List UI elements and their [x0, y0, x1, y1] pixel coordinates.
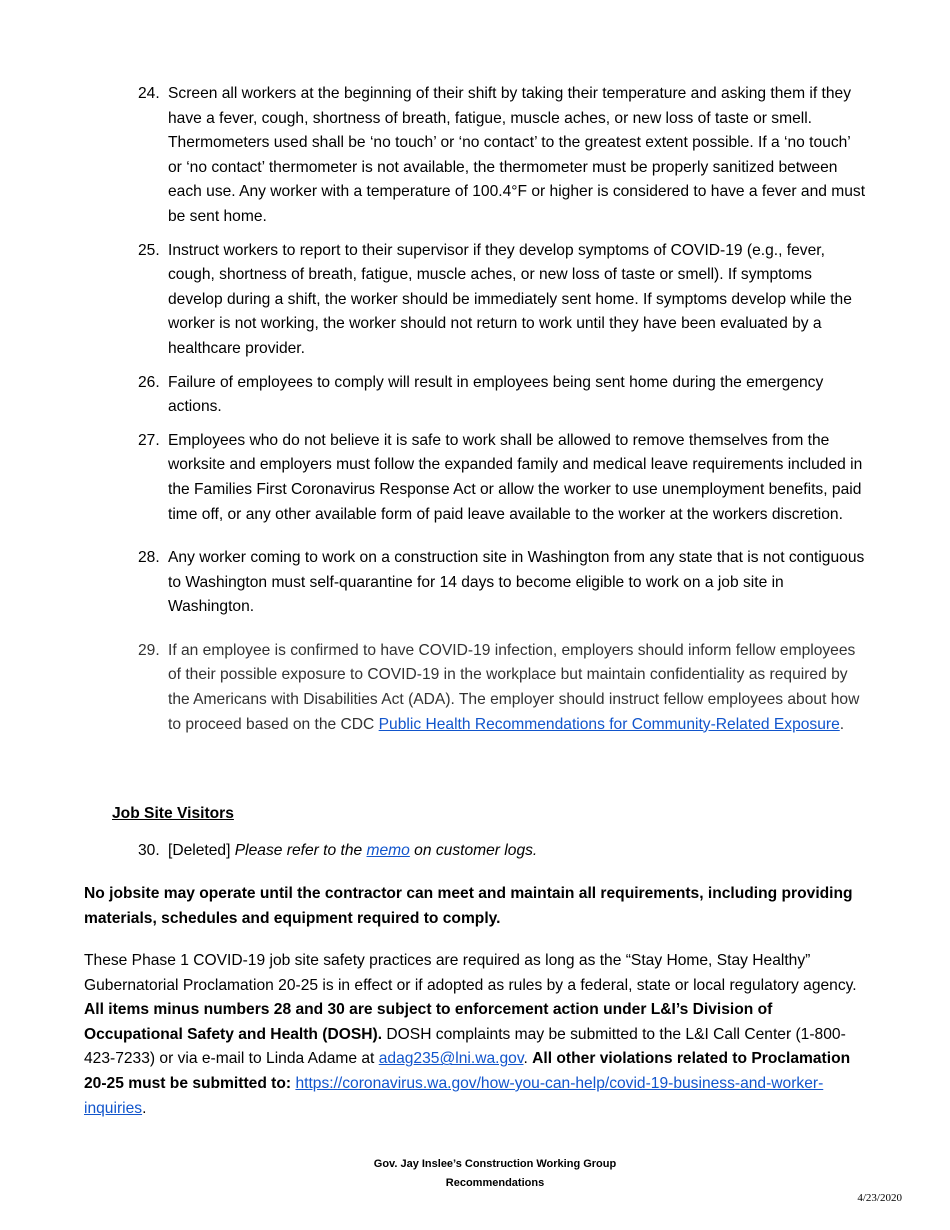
item-number: 30. [138, 842, 160, 859]
closing-text: DOSH complaints may be submitted to the L&I Call Center (1-800-423-7233) or via e-mail to Linda Adame at [84, 1025, 846, 1068]
closing-text: These Phase 1 COVID-19 job site safety practices are required as long as the “Stay Home, Stay Healthy” Gubernatorial Proclamation 20-25 is in effect or if adopted as rules by a federal, state or local regulatory agency. [84, 952, 857, 994]
item-text: If an employee is confirmed to have COVID-19 infection, employers should inform fellow employees of their possible exposure to COVID-19 in the workplace but maintain confidentiality as required by the Americans with Disabilities Act (ADA). The employer should instruct fellow employees about how to proceed based on the CDC [168, 641, 860, 733]
list-item [138, 429, 868, 527]
item-text: Any worker coming to work on a construction site in Washington from any state that is not contiguous to Washington must self-quarantine for 14 days to become eligible to work on a job site in Washington. [168, 549, 865, 616]
document-date: 4/23/2020 [857, 1192, 902, 1204]
memo-note-start: Please refer to the [234, 842, 367, 859]
item-text: Failure of employees to comply will result in employees being sent home during the emergency actions. [168, 373, 824, 416]
item-number: 26. [138, 373, 160, 391]
visitors-list [138, 839, 868, 864]
footer-line-2: Recommendations [445, 1177, 545, 1189]
item-number: 24. [138, 85, 160, 102]
page-footer [0, 1155, 950, 1193]
violations-statement: All other violations related to Proclamation 20-25 must be submitted to: [84, 1050, 851, 1092]
item-number: 28. [138, 549, 160, 567]
item-text: Employees who do not believe it is safe to work shall be allowed to remove themselves from the worksite and employers must follow the expanded family and medical leave requirements included in the Families First Coronavirus Response Act or allow the worker to use unemployment benefits, paid time off, or any other available form of paid leave available to the worker at the workers discretion. [168, 431, 863, 523]
footer-line-1: Gov. Jay Inslee’s Construction Working Group [373, 1158, 617, 1170]
list-item [138, 639, 868, 737]
enforcement-statement: All items minus numbers 28 and 30 are subject to enforcement action under L&I’s Division of Occupational Safety and Health (DOSH). [84, 1001, 773, 1043]
item-text: Screen all workers at the beginning of their shift by taking their temperature and asking them if they have a fever, cough, shortness of breath, fatigue, muscle aches, or new loss of taste or smell. Thermometers used shall be ‘no touch’ or ‘no contact’ to the greatest extent possible. If a ‘no touch’ or ‘no contact’ thermometer is not available, the thermometer must be properly sanitized between each use. Any worker with a temperature of 100.4°F or higher is considered to have a fever and must be sent home. [168, 85, 866, 225]
closing-paragraph [84, 949, 874, 1121]
item-text: Instruct workers to report to their supervisor if they develop symptoms of COVID-19 (e.g., fever, cough, shortness of breath, fatigue, muscle aches, or new loss of taste or smell). If symptoms develop during a shift, the worker should be immediately sent home. If symptoms develop while the worker is not working, the worker should not return to work until they have been evaluated by a healthcare provider. [168, 241, 852, 357]
numbered-list [138, 82, 868, 737]
list-item [138, 239, 868, 362]
section-heading: Job Site Visitors [112, 805, 234, 822]
memo-note-end: on customer logs. [409, 842, 538, 859]
list-item [138, 546, 868, 620]
list-item [138, 82, 868, 230]
deleted-label: [Deleted] [168, 842, 235, 859]
item-number: 25. [138, 241, 160, 259]
closing-text: . [523, 1050, 533, 1068]
item-number: 29. [138, 641, 160, 659]
inquiries-url-link[interactable]: https://coronavirus.wa.gov/how-you-can-help/covid-19-business-and-worker-inquiries [84, 1074, 824, 1117]
list-item [138, 371, 868, 420]
email-link[interactable]: adag235@lni.wa.gov [378, 1050, 524, 1068]
list-item [138, 839, 868, 864]
closing-text: . [142, 1099, 147, 1117]
memo-link[interactable]: memo [366, 842, 410, 859]
compliance-notice: No jobsite may operate until the contractor can meet and maintain all requirements, including providing materials, schedules and equipment required to comply. [84, 885, 853, 927]
item-number: 27. [138, 431, 160, 449]
cdc-recommendations-link[interactable]: Public Health Recommendations for Community-Related Exposure [378, 715, 840, 733]
item-text-end: . [839, 715, 845, 733]
